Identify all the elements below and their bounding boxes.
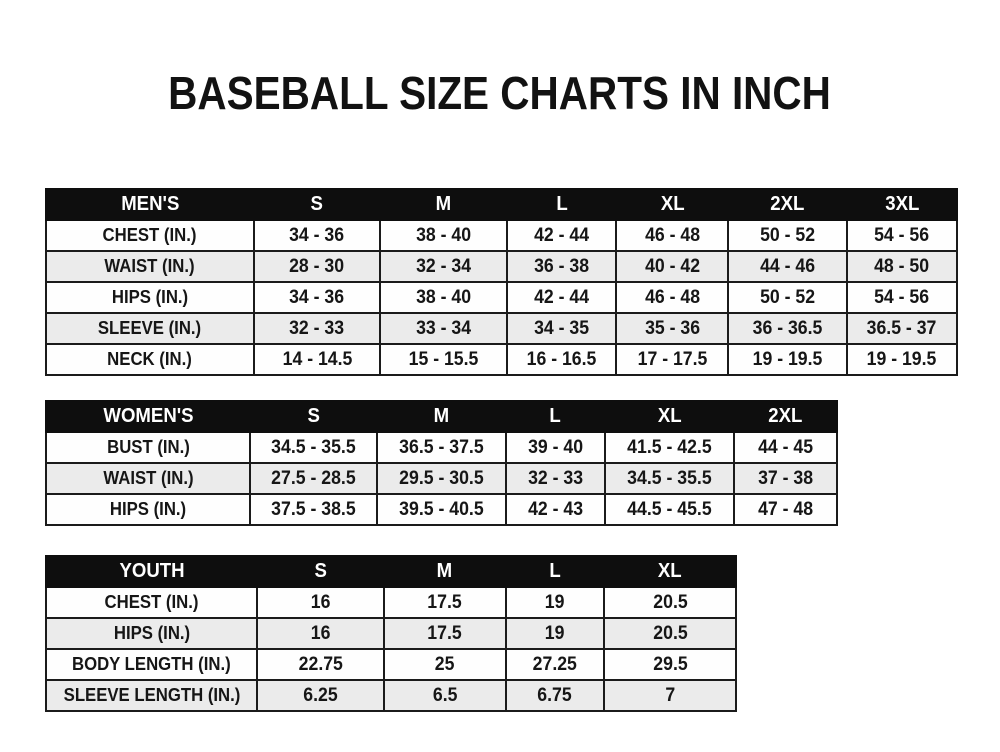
womens-size-table	[45, 400, 838, 526]
size-cell: 19 - 19.5	[847, 344, 957, 375]
column-header: L	[506, 401, 606, 432]
size-cell: 32 - 34	[380, 251, 507, 282]
size-cell: 34.5 - 35.5	[250, 432, 377, 463]
column-header: M	[377, 401, 506, 432]
row-label: HIPS (IN.)	[46, 494, 250, 525]
row-label: CHEST (IN.)	[46, 587, 257, 618]
column-header: XL	[616, 189, 728, 220]
size-cell: 38 - 40	[380, 220, 507, 251]
column-header: S	[257, 556, 384, 587]
table-row	[46, 680, 736, 711]
column-header: 2XL	[734, 401, 837, 432]
size-cell: 14 - 14.5	[254, 344, 381, 375]
table-title-cell: WOMEN'S	[46, 401, 250, 432]
column-header: M	[384, 556, 505, 587]
row-label: SLEEVE LENGTH (IN.)	[46, 680, 257, 711]
size-cell: 50 - 52	[728, 282, 846, 313]
size-cell: 19 - 19.5	[728, 344, 846, 375]
size-cell: 25	[384, 649, 505, 680]
column-header: S	[254, 189, 381, 220]
size-cell: 44 - 46	[728, 251, 846, 282]
size-cell: 29.5 - 30.5	[377, 463, 506, 494]
size-cell: 40 - 42	[616, 251, 728, 282]
column-header: XL	[605, 401, 734, 432]
size-cell: 6.5	[384, 680, 505, 711]
size-cell: 42 - 43	[506, 494, 606, 525]
column-header: 2XL	[728, 189, 846, 220]
size-cell: 39 - 40	[506, 432, 606, 463]
size-cell: 46 - 48	[616, 220, 728, 251]
row-label: NECK (IN.)	[46, 344, 254, 375]
row-label: CHEST (IN.)	[46, 220, 254, 251]
size-cell: 38 - 40	[380, 282, 507, 313]
page-title: BASEBALL SIZE CHARTS IN INCH	[168, 67, 832, 119]
size-cell: 16	[257, 587, 384, 618]
size-cell: 27.5 - 28.5	[250, 463, 377, 494]
size-cell: 33 - 34	[380, 313, 507, 344]
size-cell: 42 - 44	[507, 220, 616, 251]
column-header: L	[507, 189, 616, 220]
table-row	[46, 251, 957, 282]
row-label: BUST (IN.)	[46, 432, 250, 463]
column-header: 3XL	[847, 189, 957, 220]
size-cell: 17.5	[384, 618, 505, 649]
size-cell: 17.5	[384, 587, 505, 618]
size-cell: 15 - 15.5	[380, 344, 507, 375]
size-cell: 36.5 - 37	[847, 313, 957, 344]
size-cell: 50 - 52	[728, 220, 846, 251]
size-cell: 34 - 36	[254, 220, 381, 251]
size-cell: 7	[604, 680, 736, 711]
table-row	[46, 220, 957, 251]
size-cell: 16 - 16.5	[507, 344, 616, 375]
header-row	[46, 401, 837, 432]
column-header: XL	[604, 556, 736, 587]
size-cell: 36 - 38	[507, 251, 616, 282]
youth-size-table	[45, 555, 737, 712]
table-row	[46, 649, 736, 680]
size-cell: 48 - 50	[847, 251, 957, 282]
size-cell: 20.5	[604, 587, 736, 618]
size-cell: 54 - 56	[847, 282, 957, 313]
row-label: HIPS (IN.)	[46, 282, 254, 313]
header-row	[46, 556, 736, 587]
size-cell: 19	[506, 587, 605, 618]
size-cell: 6.75	[506, 680, 605, 711]
table-row	[46, 463, 837, 494]
column-header: L	[506, 556, 605, 587]
size-cell: 6.25	[257, 680, 384, 711]
size-cell: 22.75	[257, 649, 384, 680]
size-cell: 20.5	[604, 618, 736, 649]
row-label: WAIST (IN.)	[46, 463, 250, 494]
size-cell: 34.5 - 35.5	[605, 463, 734, 494]
size-cell: 44.5 - 45.5	[605, 494, 734, 525]
table-row	[46, 618, 736, 649]
size-cell: 27.25	[506, 649, 605, 680]
size-cell: 34 - 35	[507, 313, 616, 344]
size-cell: 29.5	[604, 649, 736, 680]
size-cell: 41.5 - 42.5	[605, 432, 734, 463]
size-cell: 19	[506, 618, 605, 649]
size-cell: 34 - 36	[254, 282, 381, 313]
size-cell: 28 - 30	[254, 251, 381, 282]
size-cell: 46 - 48	[616, 282, 728, 313]
row-label: SLEEVE (IN.)	[46, 313, 254, 344]
size-cell: 36 - 36.5	[728, 313, 846, 344]
size-cell: 17 - 17.5	[616, 344, 728, 375]
table-row	[46, 344, 957, 375]
table-title-cell: MEN'S	[46, 189, 254, 220]
size-cell: 32 - 33	[506, 463, 606, 494]
table-row	[46, 587, 736, 618]
row-label: BODY LENGTH (IN.)	[46, 649, 257, 680]
table-title-cell: YOUTH	[46, 556, 257, 587]
table-row	[46, 432, 837, 463]
size-cell: 42 - 44	[507, 282, 616, 313]
row-label: HIPS (IN.)	[46, 618, 257, 649]
size-cell: 32 - 33	[254, 313, 381, 344]
size-cell: 39.5 - 40.5	[377, 494, 506, 525]
table-row	[46, 494, 837, 525]
size-cell: 37 - 38	[734, 463, 837, 494]
size-cell: 37.5 - 38.5	[250, 494, 377, 525]
mens-size-table	[45, 188, 958, 376]
size-cell: 47 - 48	[734, 494, 837, 525]
header-row	[46, 189, 957, 220]
row-label: WAIST (IN.)	[46, 251, 254, 282]
size-cell: 36.5 - 37.5	[377, 432, 506, 463]
size-cell: 35 - 36	[616, 313, 728, 344]
column-header: S	[250, 401, 377, 432]
table-row	[46, 313, 957, 344]
size-cell: 16	[257, 618, 384, 649]
size-cell: 44 - 45	[734, 432, 837, 463]
size-cell: 54 - 56	[847, 220, 957, 251]
table-row	[46, 282, 957, 313]
column-header: M	[380, 189, 507, 220]
